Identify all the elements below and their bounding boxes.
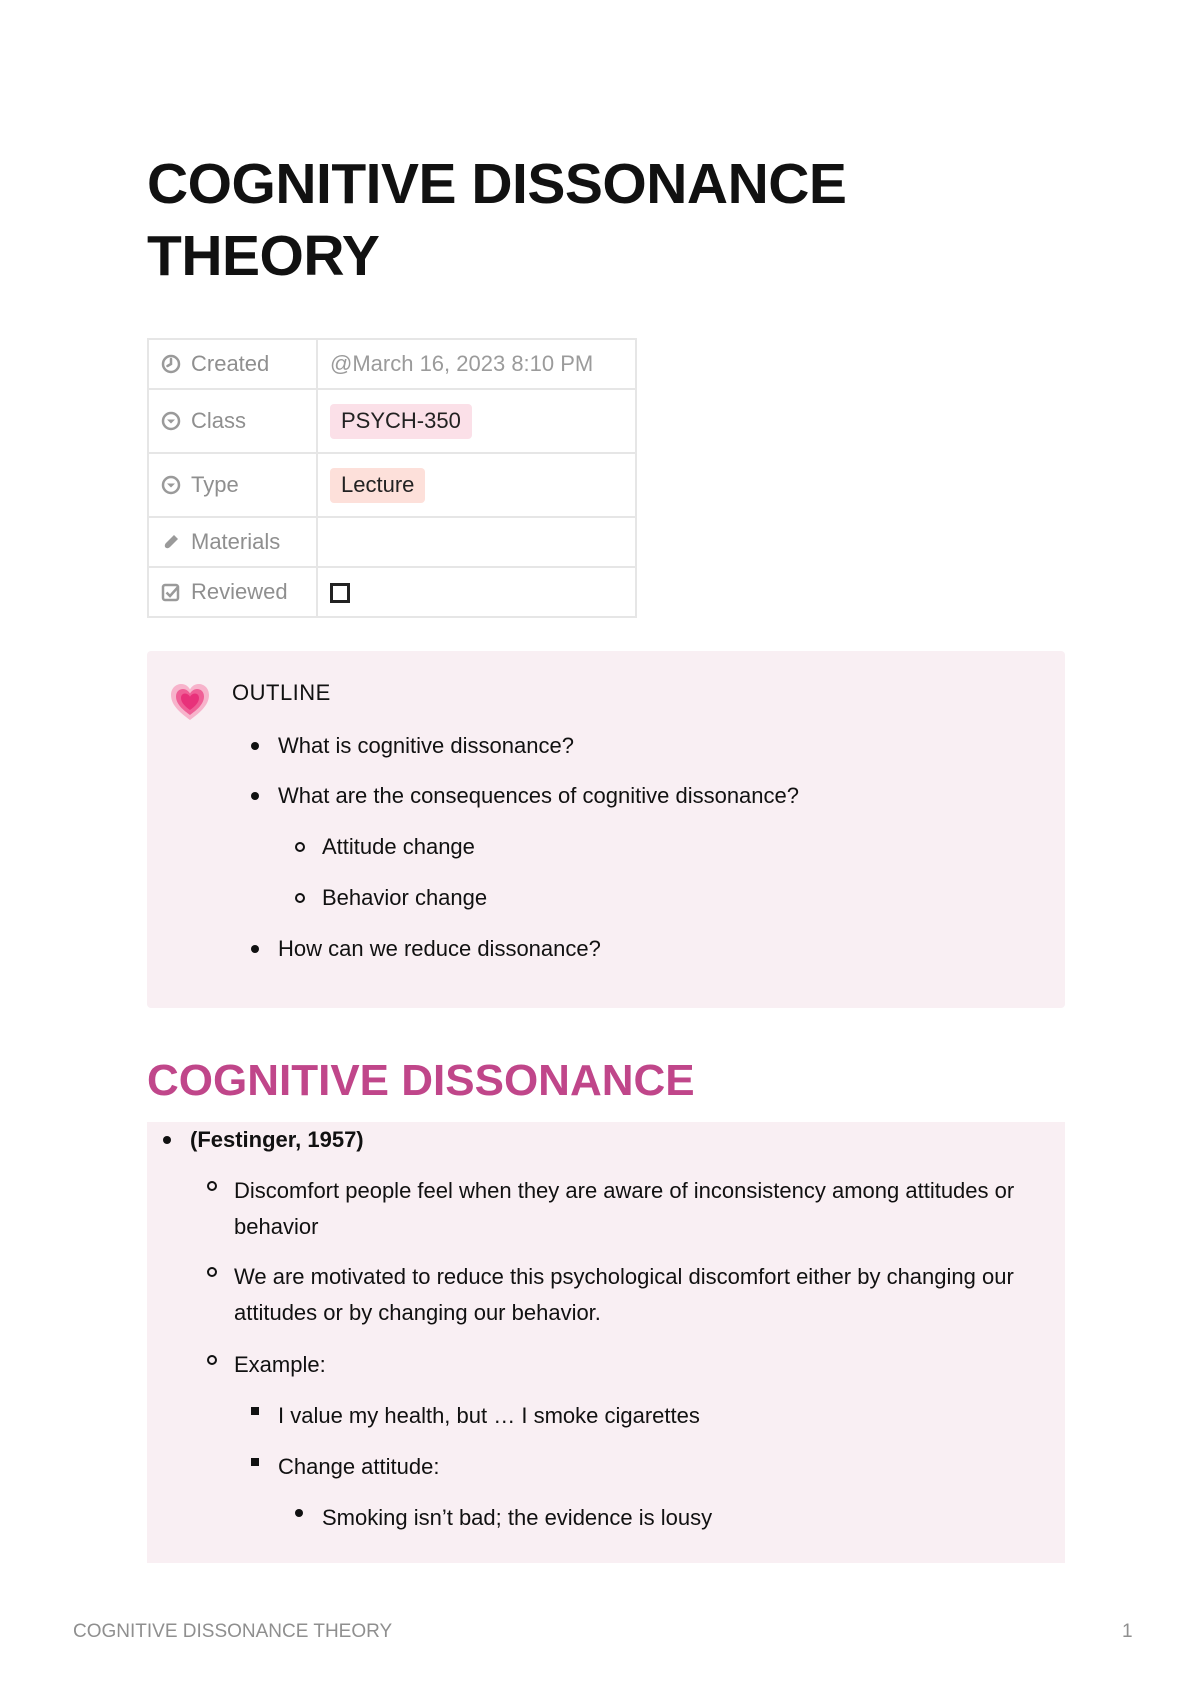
list-item <box>234 1347 1060 1398</box>
list-item <box>322 885 1038 936</box>
outline-subitem-text: Attitude change <box>322 834 475 859</box>
property-row-materials <box>148 517 636 567</box>
page-title: COGNITIVE DISSONANCE THEORY <box>147 152 847 288</box>
example-text: I value my health, but … I smoke cigarettes <box>278 1403 700 1428</box>
citation: (Festinger, 1957) <box>190 1127 364 1152</box>
outline-title: OUTLINE <box>232 680 331 705</box>
outline-list <box>278 733 1038 987</box>
list-item <box>190 1127 1060 1179</box>
point-text: We are motivated to reduce this psychological discomfort either by changing our attitudes or by changing our behavior. <box>234 1264 1014 1325</box>
property-label-class: Class <box>191 408 247 433</box>
property-label-materials: Materials <box>191 529 281 554</box>
class-tag[interactable]: PSYCH-350 <box>330 404 472 439</box>
list-item <box>278 1398 1060 1449</box>
select-icon <box>161 411 181 431</box>
list-item <box>278 783 1038 834</box>
list-item <box>322 1500 1060 1540</box>
property-row-reviewed <box>148 567 636 617</box>
point-text: Example: <box>234 1352 326 1377</box>
materials-value[interactable] <box>317 517 636 567</box>
list-item <box>278 936 1038 987</box>
created-value[interactable]: @March 16, 2023 8:10 PM <box>317 339 636 389</box>
property-row-type <box>148 453 636 517</box>
attachment-icon <box>161 532 181 552</box>
list-item <box>234 1173 1060 1259</box>
properties-table <box>147 338 637 618</box>
outline-item-text: What is cognitive dissonance? <box>278 733 574 758</box>
list-item <box>278 1449 1060 1500</box>
property-label-type: Type <box>191 472 239 497</box>
list-item <box>322 834 1038 885</box>
page-number: 1 <box>1122 1621 1133 1642</box>
heart-icon <box>169 681 211 723</box>
checkbox-icon <box>161 582 181 602</box>
point-text: Discomfort people feel when they are aware of inconsistency among attitudes or behavior <box>234 1178 1015 1239</box>
property-row-class <box>148 389 636 453</box>
property-label-created: Created <box>191 351 270 376</box>
footer-title: COGNITIVE DISSONANCE THEORY <box>73 1621 393 1642</box>
select-icon <box>161 475 181 495</box>
outline-callout <box>147 651 1065 1008</box>
outline-item-text: How can we reduce dissonance? <box>278 936 601 961</box>
type-tag[interactable]: Lecture <box>330 468 425 503</box>
outline-item-text: What are the consequences of cognitive dissonance? <box>278 783 799 808</box>
property-row-created <box>148 339 636 389</box>
clock-icon <box>161 354 181 374</box>
list-item <box>234 1259 1060 1347</box>
outline-subitem-text: Behavior change <box>322 885 488 910</box>
example-text: Change attitude: <box>278 1454 440 1479</box>
section-heading: COGNITIVE DISSONANCE <box>147 1056 695 1105</box>
property-label-reviewed: Reviewed <box>191 579 288 604</box>
reviewed-checkbox[interactable] <box>330 583 350 603</box>
change-attitude-text: Smoking isn’t bad; the evidence is lousy <box>322 1505 713 1530</box>
section-content <box>147 1122 1065 1563</box>
list-item <box>278 733 1038 783</box>
section-list <box>190 1127 1060 1540</box>
